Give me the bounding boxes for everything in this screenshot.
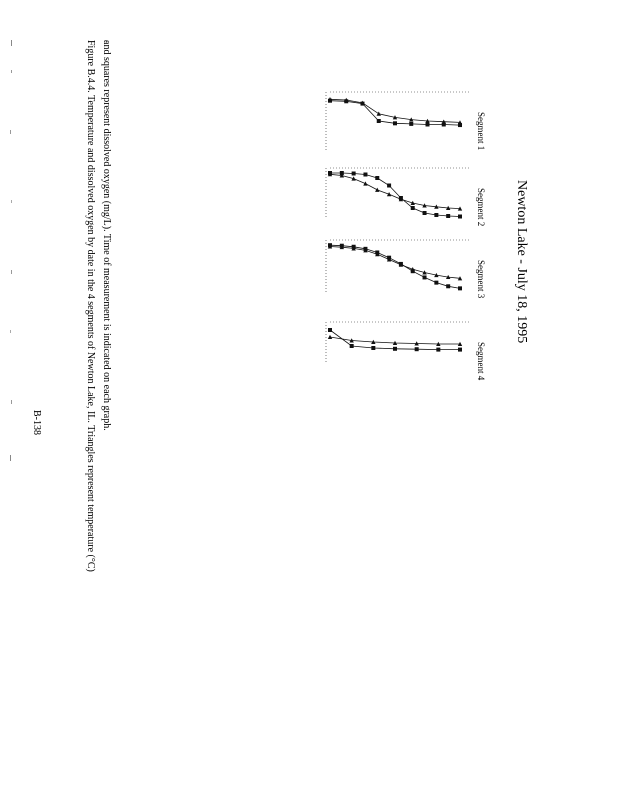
page-number: B-138	[31, 410, 42, 435]
temp-point	[411, 267, 415, 271]
do-point	[411, 206, 415, 210]
caption-group	[85, 40, 112, 572]
segment-panel-1	[326, 92, 486, 150]
do-point	[436, 348, 440, 352]
do-point	[350, 344, 354, 348]
do-point	[377, 119, 381, 123]
do-line	[330, 173, 460, 217]
segment-label: Segment 2	[476, 188, 486, 227]
do-line	[330, 245, 460, 288]
do-point	[375, 176, 379, 180]
temp-point	[377, 112, 381, 116]
do-point	[426, 122, 430, 126]
temp-point	[375, 188, 379, 192]
do-point	[458, 215, 462, 219]
chart-title: Newton Lake - July 18, 1995	[514, 180, 529, 344]
do-point	[328, 328, 332, 332]
segment-label-group	[476, 260, 486, 299]
do-point	[363, 173, 367, 177]
do-point	[446, 214, 450, 218]
do-point	[434, 281, 438, 285]
segment-panel-2	[326, 168, 486, 226]
do-point	[458, 286, 462, 290]
do-point	[387, 184, 391, 188]
chart-title-group	[514, 180, 529, 343]
segment-panel-3	[326, 240, 486, 299]
segment-label-group	[476, 188, 486, 226]
do-point	[371, 346, 375, 350]
segment-panels	[326, 92, 486, 381]
do-point	[393, 347, 397, 351]
segment-label: Segment 1	[476, 112, 486, 151]
caption-line-1: Figure B.4.4. Temperature and dissolved oxygen by date in the 4 segments of Newton Lake, IL. Triangles represent temperature (°C)	[85, 40, 96, 572]
do-point	[446, 284, 450, 288]
caption-line-2: and squares represent dissolved oxygen (mg/L). Time of measurement is indicated on each graph.	[101, 40, 112, 431]
segment-label: Segment 3	[476, 260, 486, 299]
do-point	[352, 172, 356, 176]
temp-point	[363, 181, 367, 185]
do-point	[415, 347, 419, 351]
segment-panel-4	[326, 322, 486, 381]
do-point	[423, 211, 427, 215]
do-point	[393, 121, 397, 125]
page-number-group	[31, 410, 42, 435]
segment-label-group	[476, 112, 486, 150]
segment-label-group	[476, 342, 486, 381]
do-point	[434, 213, 438, 217]
do-point	[458, 348, 462, 352]
temp-point	[387, 192, 391, 196]
do-point	[423, 275, 427, 279]
temp-line	[330, 247, 460, 279]
segment-label: Segment 4	[476, 342, 486, 381]
do-point	[409, 122, 413, 126]
